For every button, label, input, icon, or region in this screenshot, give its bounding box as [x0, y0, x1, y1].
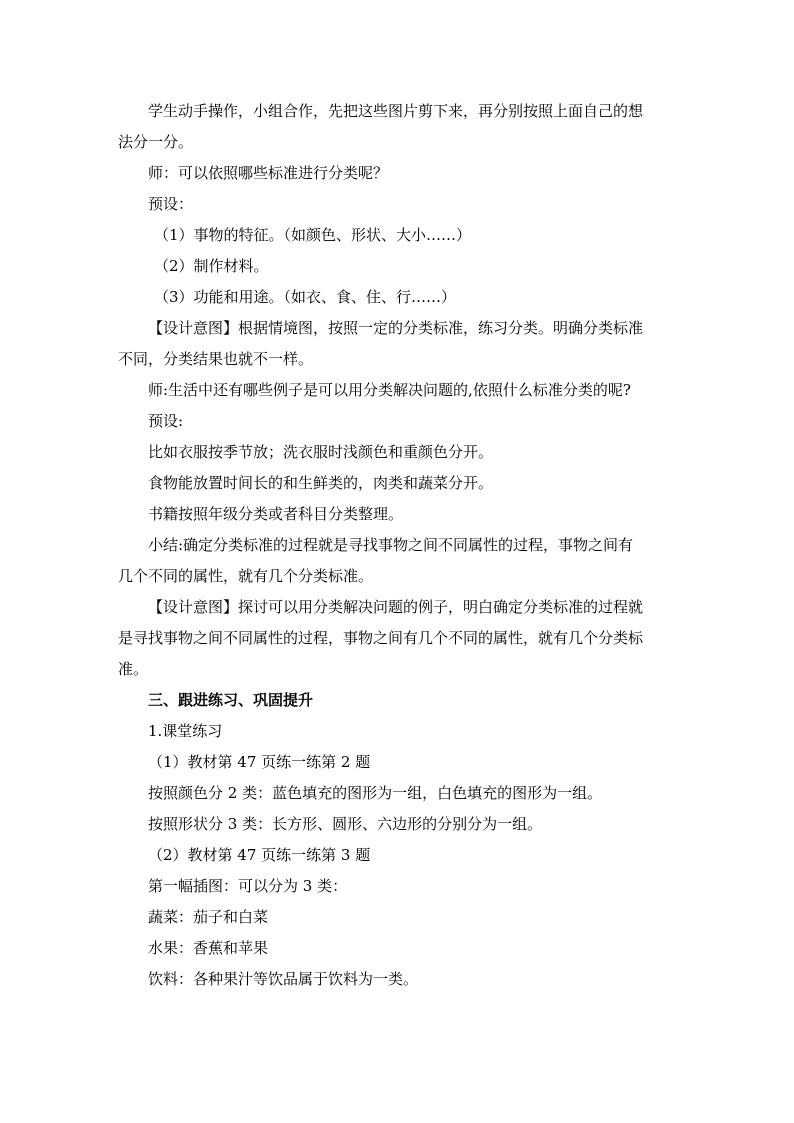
- exercise-line: （1）教材第 47 页练一练第 2 题: [148, 753, 371, 771]
- paragraph-line: （3）功能和用途。（如衣、食、住、行……）: [154, 288, 457, 306]
- exercise-line: （2）教材第 47 页练一练第 3 题: [148, 846, 371, 864]
- paragraph-line: 法分一分。: [118, 133, 194, 151]
- summary-line: 几个不同的属性，就有几个分类标准。: [118, 567, 374, 585]
- document-body: [118, 96, 708, 995]
- exercise-line: 按照颜色分 2 类：蓝色填充的图形为一组，白色填充的图形为一组。: [148, 784, 603, 802]
- paragraph-line: 比如衣服按季节放；洗衣服时浅颜色和重颜色分开。: [148, 443, 494, 461]
- paragraph-line: 师：可以依照哪些标准进行分类呢？: [148, 164, 389, 182]
- design-intent-line: 是寻找事物之间不同属性的过程，事物之间有几个不同的属性，就有几个分类标: [118, 629, 644, 647]
- paragraph-line: 预设：: [148, 195, 194, 213]
- paragraph-line: 食物能放置时间长的和生鲜类的，肉类和蔬菜分开。: [148, 474, 494, 492]
- subsection-heading: 1.课堂练习: [148, 722, 223, 740]
- paragraph-line: 预设:: [148, 412, 184, 430]
- exercise-line: 第一幅插图：可以分为 3 类：: [148, 877, 348, 895]
- section-heading: 三、跟进练习、巩固提升: [148, 691, 314, 709]
- exercise-line: 水果：香蕉和苹果: [148, 939, 269, 957]
- paragraph-line: （2）制作材料。: [154, 257, 269, 275]
- design-intent-line: 【设计意图】探讨可以用分类解决问题的例子，明白确定分类标准的过程就: [148, 598, 644, 616]
- exercise-line: 蔬菜：茄子和白菜: [148, 908, 269, 926]
- design-intent-line: 【设计意图】根据情境图，按照一定的分类标准，练习分类。明确分类标准: [148, 319, 644, 337]
- exercise-line: 按照形状分 3 类：长方形、圆形、六边形的分别分为一组。: [148, 815, 543, 833]
- paragraph-line: 师:生活中还有哪些例子是可以用分类解决问题的,依照什么标准分类的呢?: [148, 381, 631, 399]
- paragraph-line: 学生动手操作，小组合作，先把这些图片剪下来，再分别按照上面自己的想: [148, 102, 644, 120]
- exercise-line: 饮料：各种果汁等饮品属于饮料为一类。: [148, 970, 419, 988]
- design-intent-line: 不同，分类结果也就不一样。: [118, 350, 314, 368]
- paragraph-line: （1）事物的特征。（如颜色、形状、大小……）: [154, 226, 472, 244]
- paragraph-line: 书籍按照年级分类或者科目分类整理。: [148, 505, 404, 523]
- summary-line: 小结:确定分类标准的过程就是寻找事物之间不同属性的过程，事物之间有: [148, 536, 634, 554]
- design-intent-line: 准。: [118, 660, 149, 678]
